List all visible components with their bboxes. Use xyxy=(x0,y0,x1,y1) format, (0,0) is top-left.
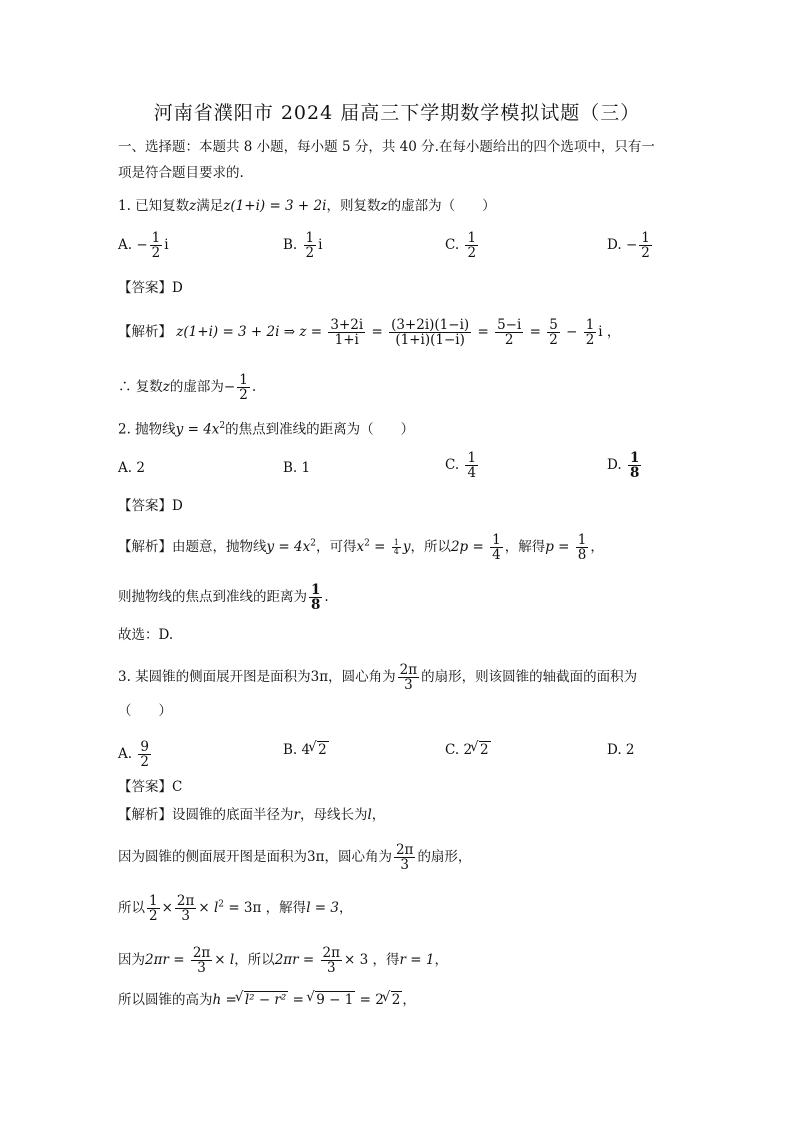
q1-stem-text: 1. 已知复数 xyxy=(118,198,190,214)
fraction: $\frac{5}{2}$ xyxy=(549,317,558,349)
option-label: C. xyxy=(445,237,460,254)
q2-analysis-line-2: 则抛物线的焦点到准线的距离为 $\frac{1}{8}$ . xyxy=(118,582,329,614)
q2-choice: 故选：D. xyxy=(118,627,174,643)
q3-analysis-line-1: 【解析】设圆锥的底面半径为r，母线长为l， xyxy=(118,807,386,823)
fraction: $\frac{1}{2}$ xyxy=(585,317,595,349)
option-label: A. xyxy=(118,237,133,254)
q2-answer xyxy=(118,496,183,516)
fraction: $\frac{3+2i}{1+i}$ xyxy=(330,317,364,349)
q2-analysis: 【解析】由题意，抛物线$y = 4x^2$，可得$x^2$ = $\frac{1}{4}$ y，所以2p = $\frac{1}{4}$ ，解得p = $\frac{1}{8}$ ， xyxy=(118,532,604,564)
fraction: $\frac{1}{8}$ xyxy=(311,582,321,614)
answer-value: D xyxy=(172,280,183,296)
option-sign: − xyxy=(625,237,638,254)
page-title: 河南省濮阳市 2024 届高三下学期数学模拟试题（三） xyxy=(153,102,641,124)
section-header-line-2: 项是符合题目要求的. xyxy=(118,165,244,181)
section-header-line-1: 一、选择题：本题共 8 小题，每小题 5 分，共 40 分.在每小题给出的四个选项中，只有一 xyxy=(118,139,655,155)
fraction: $\frac{1}{4}$ xyxy=(467,450,477,482)
q2-stem: 2. 抛物线$y = 4x^2$的焦点到准线的距离为（ ） xyxy=(118,421,415,438)
q3-option-c: C. 2√ 2 xyxy=(445,740,491,760)
q1-analysis: 【解析】 z(1+i) = 3 + 2i ⇒ z = $\frac{3+2i}{1+i}$ = $\frac{(3+2i)(1-i)}{(1+i)(1-i)}$ = $\frac{5-i}{2}$ = $\frac{5}{2}$ − $\frac{1}{2}$ i ， xyxy=(118,317,621,349)
q1-option-a xyxy=(118,231,169,260)
fraction: $\frac{1}{8}$ xyxy=(629,450,640,482)
q1-var: z xyxy=(189,198,197,214)
q1-conclusion: ∴ 复数z的虚部为− $\frac{1}{2}$ . xyxy=(118,372,257,404)
q3-analysis-line-3: 所以 $\frac{1}{2}$ × $\frac{2\pi}{3}$ × $l^2 = 3\pi$ ，解得l = 3， xyxy=(118,893,353,925)
q3-option-d: D. 2 xyxy=(607,742,635,758)
fraction: $\frac{2\pi}{3}$ xyxy=(322,945,341,977)
q1-option-b xyxy=(283,231,322,260)
q2-option-c: C. $\frac{1}{4}$ xyxy=(445,450,477,482)
option-tail: i xyxy=(318,237,323,254)
option-sign: − xyxy=(136,237,148,254)
sqrt: √ 9 − 1 xyxy=(315,991,355,1008)
sqrt: √ l² − r² xyxy=(244,991,289,1008)
q2-option-b: B. 1 xyxy=(283,460,311,476)
analysis-tag: 【解析】 xyxy=(118,807,172,823)
q3-stem: 3. 某圆锥的侧面展开图是面积为3π，圆心角为 $\frac{2\pi}{3}$ 的扇形，则该圆锥的轴截面的面积为 xyxy=(118,662,638,694)
fraction: $\frac{2\pi}{3}$ xyxy=(399,662,418,694)
fraction: $\frac{(3+2i)(1-i)}{(1+i)(1-i)}$ xyxy=(391,317,470,349)
fraction: $\frac{1}{8}$ xyxy=(577,532,587,564)
q3-answer xyxy=(118,777,182,797)
analysis-tag: 【解析】 xyxy=(118,324,172,341)
sqrt: √ 2 xyxy=(479,741,491,758)
fraction: $\frac{1}{2}$ xyxy=(467,230,477,262)
fraction: $\frac{1}{2}$ xyxy=(149,893,158,925)
q1-stem-text: 满足 xyxy=(196,198,224,214)
q1-equation: z(1+i) = 3 + 2i xyxy=(223,198,327,214)
q3-analysis-line-4: 因为2πr = $\frac{2\pi}{3}$ × l，所以2πr = $\frac{2\pi}{3}$ × 3 ，得r = 1， xyxy=(118,945,448,977)
analysis-tail: i ， xyxy=(598,324,621,341)
q1-option-c xyxy=(445,231,480,260)
answer-tag: 【答案】 xyxy=(118,779,172,795)
q1-stem xyxy=(118,196,496,216)
q1-stem-text: ，则复数 xyxy=(326,198,381,214)
answer-tag: 【答案】 xyxy=(118,280,172,296)
fraction: $\frac{1}{4}$ xyxy=(393,537,399,557)
option-label: D. xyxy=(607,237,622,254)
q3-analysis-line-2: 因为圆锥的侧面展开图是面积为3π，圆心角为 $\frac{2\pi}{3}$ 的扇形， xyxy=(118,842,472,874)
q3-option-a: A. $\frac{9}{2}$ xyxy=(118,739,149,771)
fraction: $\frac{1}{2}$ xyxy=(305,230,315,262)
q2-equation: y = 4x xyxy=(175,421,220,438)
option-label: B. xyxy=(283,237,298,254)
q1-answer xyxy=(118,278,183,298)
option-tail: i xyxy=(164,237,169,254)
analysis-tag: 【解析】 xyxy=(118,539,172,556)
q3-analysis-line-5: 所以圆锥的高为h =√ l² − r² = √ 9 − 1 = 2√ 2 ， xyxy=(118,990,416,1010)
fraction: $\frac{2\pi}{3}$ xyxy=(192,945,211,977)
fraction: $\frac{1}{2}$ xyxy=(239,372,248,404)
fraction: $\frac{1}{2}$ xyxy=(641,230,650,262)
answer-tag: 【答案】 xyxy=(118,498,172,514)
q1-option-d xyxy=(607,231,654,260)
q2-option-a: A. 2 xyxy=(118,460,145,476)
answer-value: D xyxy=(172,498,183,514)
q2-option-d: D. $\frac{1}{8}$ xyxy=(607,450,640,482)
q1-var: z xyxy=(380,198,388,214)
fraction: $\frac{1}{2}$ xyxy=(151,230,161,262)
q1-stem-text: 的虚部为（ ） xyxy=(387,198,496,214)
q3-stem-paren: （ ） xyxy=(118,703,172,719)
answer-value: C xyxy=(172,779,183,795)
sqrt: √ 2 xyxy=(317,741,329,758)
fraction: $\frac{1}{4}$ xyxy=(492,532,501,564)
fraction: $\frac{5-i}{2}$ xyxy=(497,317,522,349)
sqrt: √ 2 xyxy=(391,991,403,1008)
analysis-equation: z(1+i) = 3 + 2i ⇒ z = xyxy=(176,324,323,341)
fraction: $\frac{9}{2}$ xyxy=(140,739,149,771)
fraction: $\frac{2\pi}{3}$ xyxy=(176,893,195,925)
fraction: $\frac{2\pi}{3}$ xyxy=(395,842,414,874)
q3-option-b: B. 4√ 2 xyxy=(283,740,329,760)
